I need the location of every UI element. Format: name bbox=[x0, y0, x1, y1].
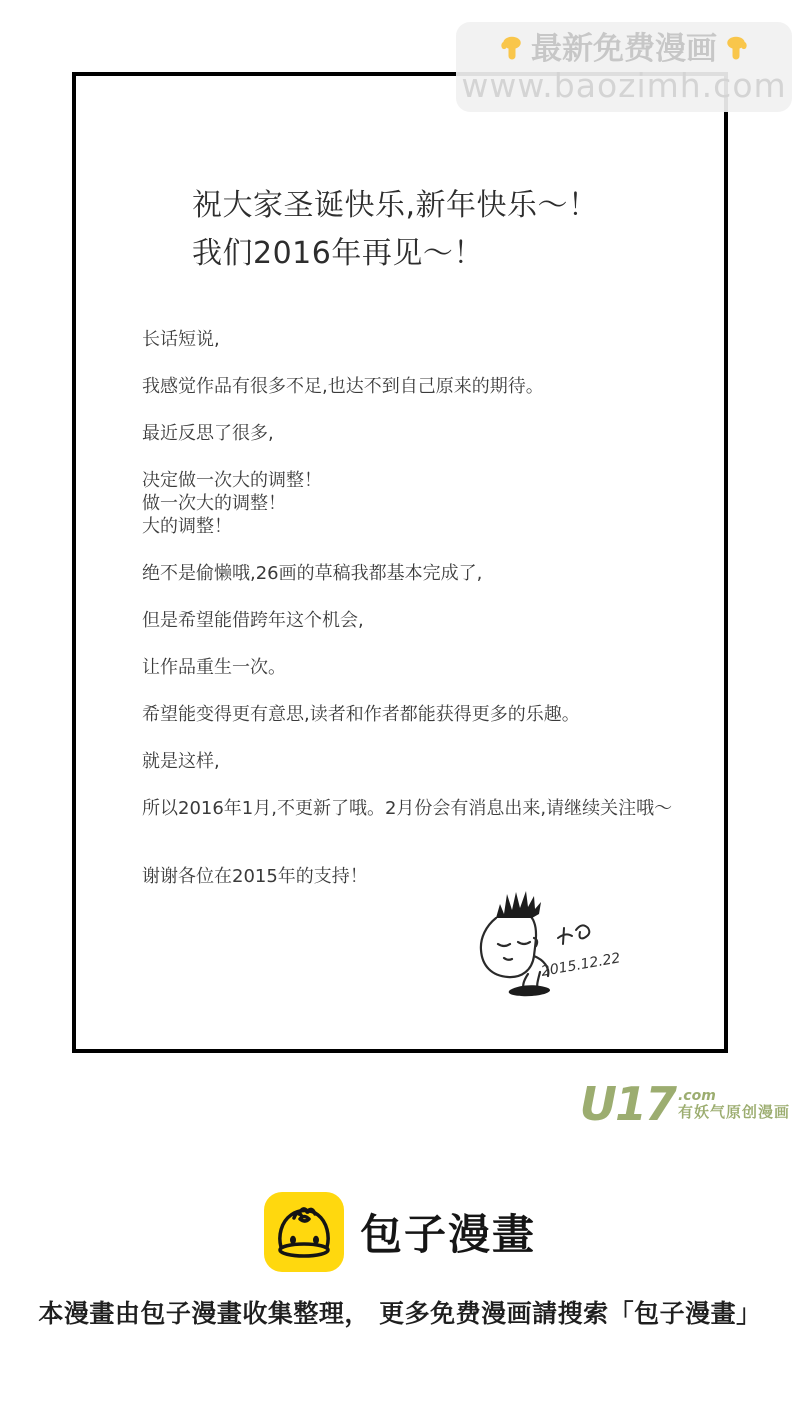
brand-name: 包子漫畫 bbox=[359, 1210, 536, 1259]
author-doodle bbox=[476, 882, 646, 1004]
signature-date: 2015.12.22 bbox=[539, 950, 622, 980]
note-paragraph: 做一次大的调整！ bbox=[142, 493, 286, 514]
u17-logo-tagline: 有妖气原创漫画 bbox=[677, 1103, 790, 1121]
pointing-down-icon bbox=[722, 35, 750, 63]
note-body bbox=[142, 328, 672, 888]
note-paragraph: 决定做一次大的调整！ bbox=[142, 470, 322, 491]
note-title-line-2: 我们2016年再见～！ bbox=[192, 236, 484, 271]
note-title bbox=[192, 182, 599, 278]
note-paragraph: 让作品重生一次。 bbox=[142, 657, 286, 678]
note-paragraph: 大的调整！ bbox=[142, 516, 232, 537]
site-watermark-banner bbox=[456, 22, 792, 112]
note-paragraph: 我感觉作品有很多不足,也达不到自己原来的期待。 bbox=[142, 376, 544, 397]
footer-caption: 本漫畫由包子漫畫收集整理， 更多免费漫画請搜索「包子漫畫」 bbox=[38, 1299, 762, 1328]
u17-logo-domain: .com bbox=[677, 1088, 716, 1104]
baozi-brand bbox=[0, 1192, 800, 1272]
baozi-logo-icon bbox=[264, 1192, 344, 1272]
note-paragraph: 谢谢各位在2015年的支持！ bbox=[142, 866, 368, 887]
note-paragraph: 绝不是偷懒哦,26画的草稿我都基本完成了, bbox=[142, 563, 483, 584]
note-paragraph: 但是希望能借跨年这个机会, bbox=[142, 610, 364, 631]
u17-logo bbox=[579, 1077, 790, 1131]
note-paragraph: 希望能变得更有意思,读者和作者都能获得更多的乐趣。 bbox=[142, 704, 580, 725]
note-paragraph: 长话短说, bbox=[142, 329, 220, 350]
watermark-text: 最新免费漫画 bbox=[531, 31, 717, 67]
pointing-down-icon bbox=[498, 35, 526, 63]
u17-logo-right bbox=[678, 1089, 790, 1122]
u17-logo-name: U17 bbox=[579, 1077, 675, 1131]
note-paragraph: 所以2016年1月,不更新了哦。2月份会有消息出来,请继续关注哦～ bbox=[142, 798, 673, 819]
watermark-headline bbox=[498, 29, 750, 69]
note-paragraph: 最近反思了很多, bbox=[142, 423, 274, 444]
note-title-line-1: 祝大家圣诞快乐,新年快乐～！ bbox=[192, 188, 599, 223]
author-note-panel bbox=[72, 72, 728, 1053]
watermark-url: www.baozimh.com bbox=[461, 66, 787, 105]
note-paragraph: 就是这样, bbox=[142, 751, 220, 772]
